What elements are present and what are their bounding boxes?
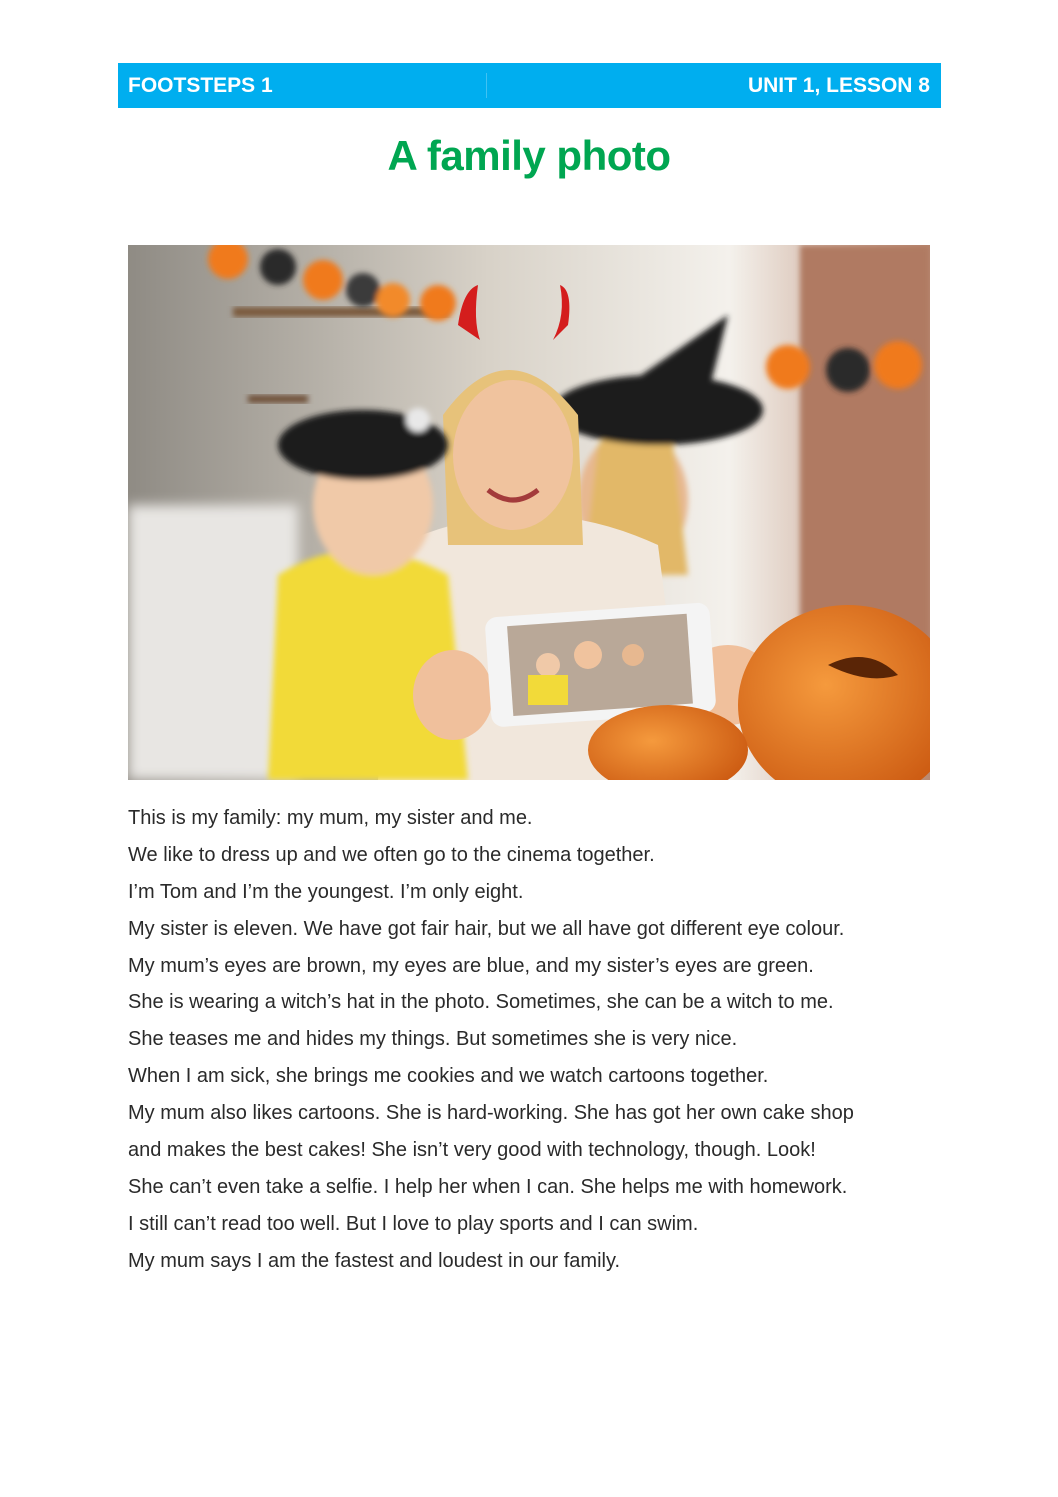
story-line: She is wearing a witch’s hat in the photo. Sometimes, she can be a witch to me. <box>128 991 834 1014</box>
family-photo <box>128 245 930 780</box>
story-text <box>128 803 948 1283</box>
course-name: FOOTSTEPS 1 <box>128 73 273 97</box>
story-line: We like to dress up and we often go to the cinema together. <box>128 843 655 866</box>
story-line: My mum’s eyes are brown, my eyes are blue, and my sister’s eyes are green. <box>128 954 814 977</box>
story-line: My mum also likes cartoons. She is hard-working. She has got her own cake shop <box>128 1102 854 1125</box>
story-line: She can’t even take a selfie. I help her when I can. She helps me with homework. <box>128 1175 848 1198</box>
story-line: She teases me and hides my things. But sometimes she is very nice. <box>128 1028 738 1051</box>
story-line: I’m Tom and I’m the youngest. I’m only eight. <box>128 880 524 903</box>
story-line: I still can’t read too well. But I love to play sports and I can swim. <box>128 1212 699 1235</box>
unit-lesson: UNIT 1, LESSON 8 <box>747 73 930 97</box>
story-line: My mum says I am the fastest and loudest in our family. <box>128 1249 621 1272</box>
story-line: My sister is eleven. We have got fair hair, but we all have got different eye colour. <box>128 917 845 940</box>
page-title: A family photo <box>387 132 671 179</box>
header-divider <box>486 73 487 98</box>
story-line: This is my family: my mum, my sister and me. <box>128 807 533 829</box>
story-line: When I am sick, she brings me cookies and we watch cartoons together. <box>128 1065 769 1088</box>
story-line: and makes the best cakes! She isn’t very good with technology, though. Look! <box>128 1139 816 1162</box>
header-bar <box>118 63 941 108</box>
